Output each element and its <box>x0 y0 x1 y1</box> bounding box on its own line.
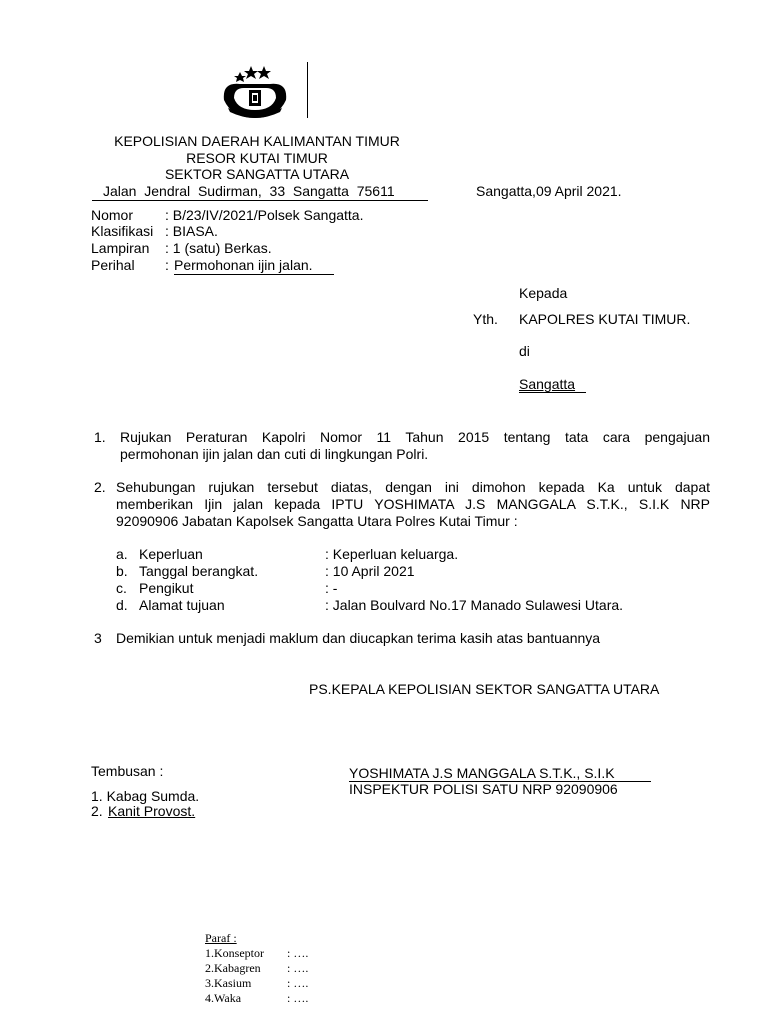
signature-title: PS.KEPALA KEPOLISIAN SEKTOR SANGATTA UTARA <box>309 681 660 697</box>
detail-a-label: Keperluan <box>139 546 203 562</box>
closing-number: 3 <box>94 630 102 646</box>
detail-c-value: : - <box>325 580 338 596</box>
closing-text: Demikian untuk menjadi maklum dan diucapkan terima kasih atas bantuannya <box>116 630 601 646</box>
point-2-line-1: Sehubungan rujukan tersebut diatas, dengan ini dimohon kepada Ka untuk dapat <box>116 479 710 495</box>
paraf-value-waka: : …. <box>287 991 309 1005</box>
letterhead-line-3: SEKTOR SANGATTA UTARA <box>164 166 350 182</box>
place-date: Sangatta,09 April 2021. <box>476 183 622 199</box>
paraf-value-kabagren: : …. <box>287 961 309 975</box>
detail-b-value: : 10 April 2021 <box>325 563 415 579</box>
paraf-label-kasium: 3.Kasium <box>205 976 252 990</box>
meta-value-nomor: : B/23/IV/2021/Polsek Sangatta. <box>165 207 364 223</box>
detail-d-label: Alamat tujuan <box>139 597 225 613</box>
meta-value-klasifikasi: : BIASA. <box>165 223 218 239</box>
point-2-number: 2. <box>94 479 106 495</box>
point-1-line-2: permohonan ijin jalan dan cuti di lingkungan Polri. <box>120 446 429 462</box>
meta-label-klasifikasi: Klasifikasi <box>91 223 154 239</box>
paraf-label-waka: 4.Waka <box>205 991 242 1005</box>
detail-a-letter: a. <box>116 546 128 562</box>
tembusan-heading: Tembusan : <box>91 763 164 779</box>
tembusan-item-2-number: 2. <box>91 803 103 819</box>
letterhead-underline <box>92 200 428 201</box>
meta-perihal-colon: : <box>165 257 169 273</box>
detail-b-letter: b. <box>116 563 128 579</box>
paraf-label-kabagren: 2.Kabagren <box>205 961 261 975</box>
recipient-city: Sangatta <box>519 376 576 392</box>
recipient-kepada: Kepada <box>519 285 568 301</box>
meta-value-lampiran: : 1 (satu) Berkas. <box>165 240 272 256</box>
point-2-line-3: 92090906 Jabatan Kapolsek Sangatta Utara Polres Kutai Timur : <box>116 513 518 529</box>
letterhead-address: Jalan Jendral Sudirman, 33 Sangatta 75611 <box>103 183 395 199</box>
signature-name: YOSHIMATA J.S MANGGALA S.T.K., S.I.K <box>349 765 615 781</box>
tembusan-item-2: Kanit Provost. <box>108 803 196 819</box>
paraf-value-konseptor: : …. <box>287 946 309 960</box>
police-emblem-logo <box>218 62 292 122</box>
perihal-underline <box>174 274 334 275</box>
logo-divider-line <box>307 62 308 118</box>
paraf-label-konseptor: 1.Konseptor <box>205 946 264 960</box>
detail-d-value: : Jalan Boulvard No.17 Manado Sulawesi Utara. <box>325 597 624 613</box>
meta-label-lampiran: Lampiran <box>91 240 150 256</box>
point-1-number: 1. <box>94 429 106 445</box>
meta-label-perihal: Perihal <box>91 257 135 273</box>
letterhead-line-1: KEPOLISIAN DAERAH KALIMANTAN TIMUR <box>114 133 400 149</box>
letterhead-line-2: RESOR KUTAI TIMUR <box>186 150 328 166</box>
point-1-line-1: Rujukan Peraturan Kapolri Nomor 11 Tahun 2015 tentang tata cara pengajuan <box>120 429 710 445</box>
detail-b-label: Tanggal berangkat. <box>139 563 259 579</box>
recipient-name: KAPOLRES KUTAI TIMUR. <box>519 311 691 327</box>
recipient-city-underline <box>519 392 586 393</box>
detail-c-letter: c. <box>116 580 127 596</box>
paraf-heading: Paraf : <box>205 931 237 945</box>
detail-c-label: Pengikut <box>139 580 194 596</box>
recipient-yth: Yth. <box>473 311 498 327</box>
tembusan-item-1: 1. Kabag Sumda. <box>91 788 200 804</box>
point-2-line-2: memberikan Ijin jalan kepada IPTU YOSHIMATA J.S MANGGALA S.T.K., S.I.K NRP <box>116 496 710 512</box>
recipient-di: di <box>519 343 530 359</box>
signature-rank: INSPEKTUR POLISI SATU NRP 92090906 <box>349 781 618 797</box>
detail-a-value: : Keperluan keluarga. <box>325 546 459 562</box>
detail-d-letter: d. <box>116 597 128 613</box>
meta-label-nomor: Nomor <box>91 207 134 223</box>
meta-value-perihal: Permohonan ijin jalan. <box>174 257 313 273</box>
paraf-value-kasium: : …. <box>287 976 309 990</box>
